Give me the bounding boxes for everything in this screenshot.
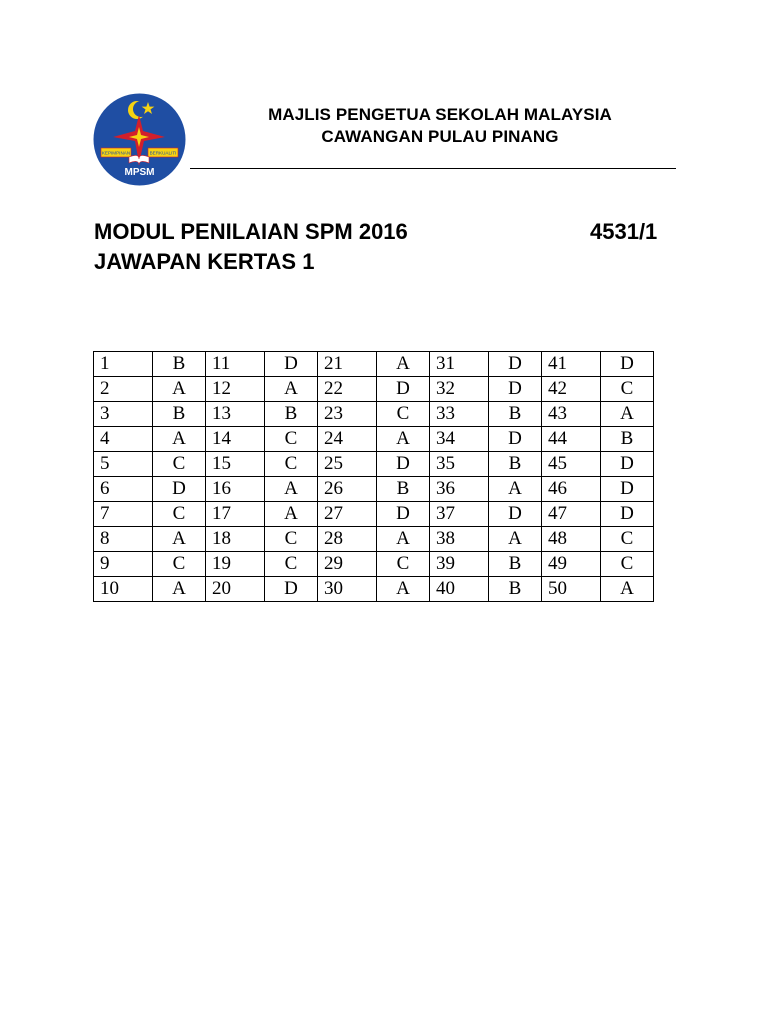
question-number: 19 [206,552,265,577]
question-number: 18 [206,527,265,552]
question-number: 11 [206,352,265,377]
question-number: 31 [430,352,489,377]
paper-code: 4531/1 [590,219,658,244]
table-row [94,427,654,452]
org-name-line2: CAWANGAN PULAU PINANG [321,127,559,146]
question-number: 21 [318,352,377,377]
question-number: 15 [206,452,265,477]
answer-letter: C [153,452,206,477]
question-number: 35 [430,452,489,477]
answer-letter: D [377,452,430,477]
question-number: 38 [430,527,489,552]
answer-table [93,351,654,602]
answer-letter: D [377,377,430,402]
table-row [94,527,654,552]
question-number: 1 [94,352,153,377]
table-row [94,352,654,377]
answer-letter: A [377,577,430,602]
answer-letter: A [153,577,206,602]
question-number: 39 [430,552,489,577]
question-number: 46 [542,477,601,502]
answer-letter: A [377,427,430,452]
question-number: 20 [206,577,265,602]
question-number: 41 [542,352,601,377]
answer-letter: D [265,352,318,377]
answer-letter: A [265,377,318,402]
question-number: 27 [318,502,377,527]
question-number: 33 [430,402,489,427]
answer-letter: A [265,502,318,527]
question-number: 30 [318,577,377,602]
answer-letter: D [153,477,206,502]
answer-letter: C [377,402,430,427]
header-divider [190,168,676,169]
answer-letter: A [601,402,654,427]
answer-letter: D [601,452,654,477]
answer-letter: D [489,502,542,527]
svg-text:BERKUALITI: BERKUALITI [149,150,177,156]
question-number: 25 [318,452,377,477]
answer-letter: A [153,427,206,452]
answer-letter: C [265,527,318,552]
question-number: 45 [542,452,601,477]
answer-letter: B [601,427,654,452]
answer-letter: D [601,352,654,377]
question-number: 26 [318,477,377,502]
question-number: 8 [94,527,153,552]
answer-letter: C [601,527,654,552]
question-number: 29 [318,552,377,577]
answer-letter: A [377,352,430,377]
table-row [94,552,654,577]
answer-letter: B [489,577,542,602]
answer-letter: A [153,377,206,402]
answer-letter: C [153,552,206,577]
answer-letter: B [153,402,206,427]
question-number: 7 [94,502,153,527]
question-number: 10 [94,577,153,602]
answer-letter: A [489,527,542,552]
question-number: 42 [542,377,601,402]
question-number: 40 [430,577,489,602]
answer-letter: B [489,552,542,577]
answer-letter: C [153,502,206,527]
answer-letter: D [265,577,318,602]
table-row [94,502,654,527]
question-number: 9 [94,552,153,577]
question-number: 34 [430,427,489,452]
table-row [94,402,654,427]
mpsm-emblem-icon [93,93,186,186]
question-number: 16 [206,477,265,502]
answer-letter: C [265,452,318,477]
answer-letter: B [265,402,318,427]
question-number: 17 [206,502,265,527]
question-number: 14 [206,427,265,452]
answer-letter: A [489,477,542,502]
answer-letter: D [601,477,654,502]
question-number: 5 [94,452,153,477]
answer-letter: D [489,427,542,452]
answer-letter: B [489,452,542,477]
question-number: 23 [318,402,377,427]
answer-letter: A [153,527,206,552]
module-title: MODUL PENILAIAN SPM 2016 [94,219,408,244]
question-number: 50 [542,577,601,602]
answer-subtitle: JAWAPAN KERTAS 1 [94,249,315,274]
question-number: 24 [318,427,377,452]
answer-letter: C [265,427,318,452]
question-number: 48 [542,527,601,552]
mpsm-logo [93,93,186,186]
question-number: 13 [206,402,265,427]
table-row [94,377,654,402]
answer-letter: A [265,477,318,502]
answer-letter: D [601,502,654,527]
answer-letter: A [377,527,430,552]
question-number: 3 [94,402,153,427]
answer-letter: D [377,502,430,527]
answer-letter: C [377,552,430,577]
answer-letter: D [489,377,542,402]
question-number: 22 [318,377,377,402]
answer-letter: C [265,552,318,577]
question-number: 36 [430,477,489,502]
question-number: 47 [542,502,601,527]
svg-text:MPSM: MPSM [124,167,155,178]
answer-letter: D [489,352,542,377]
question-number: 4 [94,427,153,452]
table-row [94,452,654,477]
question-number: 37 [430,502,489,527]
question-number: 43 [542,402,601,427]
answer-letter: C [601,552,654,577]
answer-letter: B [153,352,206,377]
svg-text:KEPIMPINAN: KEPIMPINAN [101,150,131,156]
question-number: 44 [542,427,601,452]
answer-letter: B [377,477,430,502]
question-number: 28 [318,527,377,552]
answer-letter: A [601,577,654,602]
table-row [94,577,654,602]
answer-letter: C [601,377,654,402]
org-name-line1: MAJLIS PENGETUA SEKOLAH MALAYSIA [268,105,612,124]
question-number: 2 [94,377,153,402]
question-number: 49 [542,552,601,577]
answer-letter: B [489,402,542,427]
question-number: 6 [94,477,153,502]
question-number: 32 [430,377,489,402]
table-row [94,477,654,502]
question-number: 12 [206,377,265,402]
